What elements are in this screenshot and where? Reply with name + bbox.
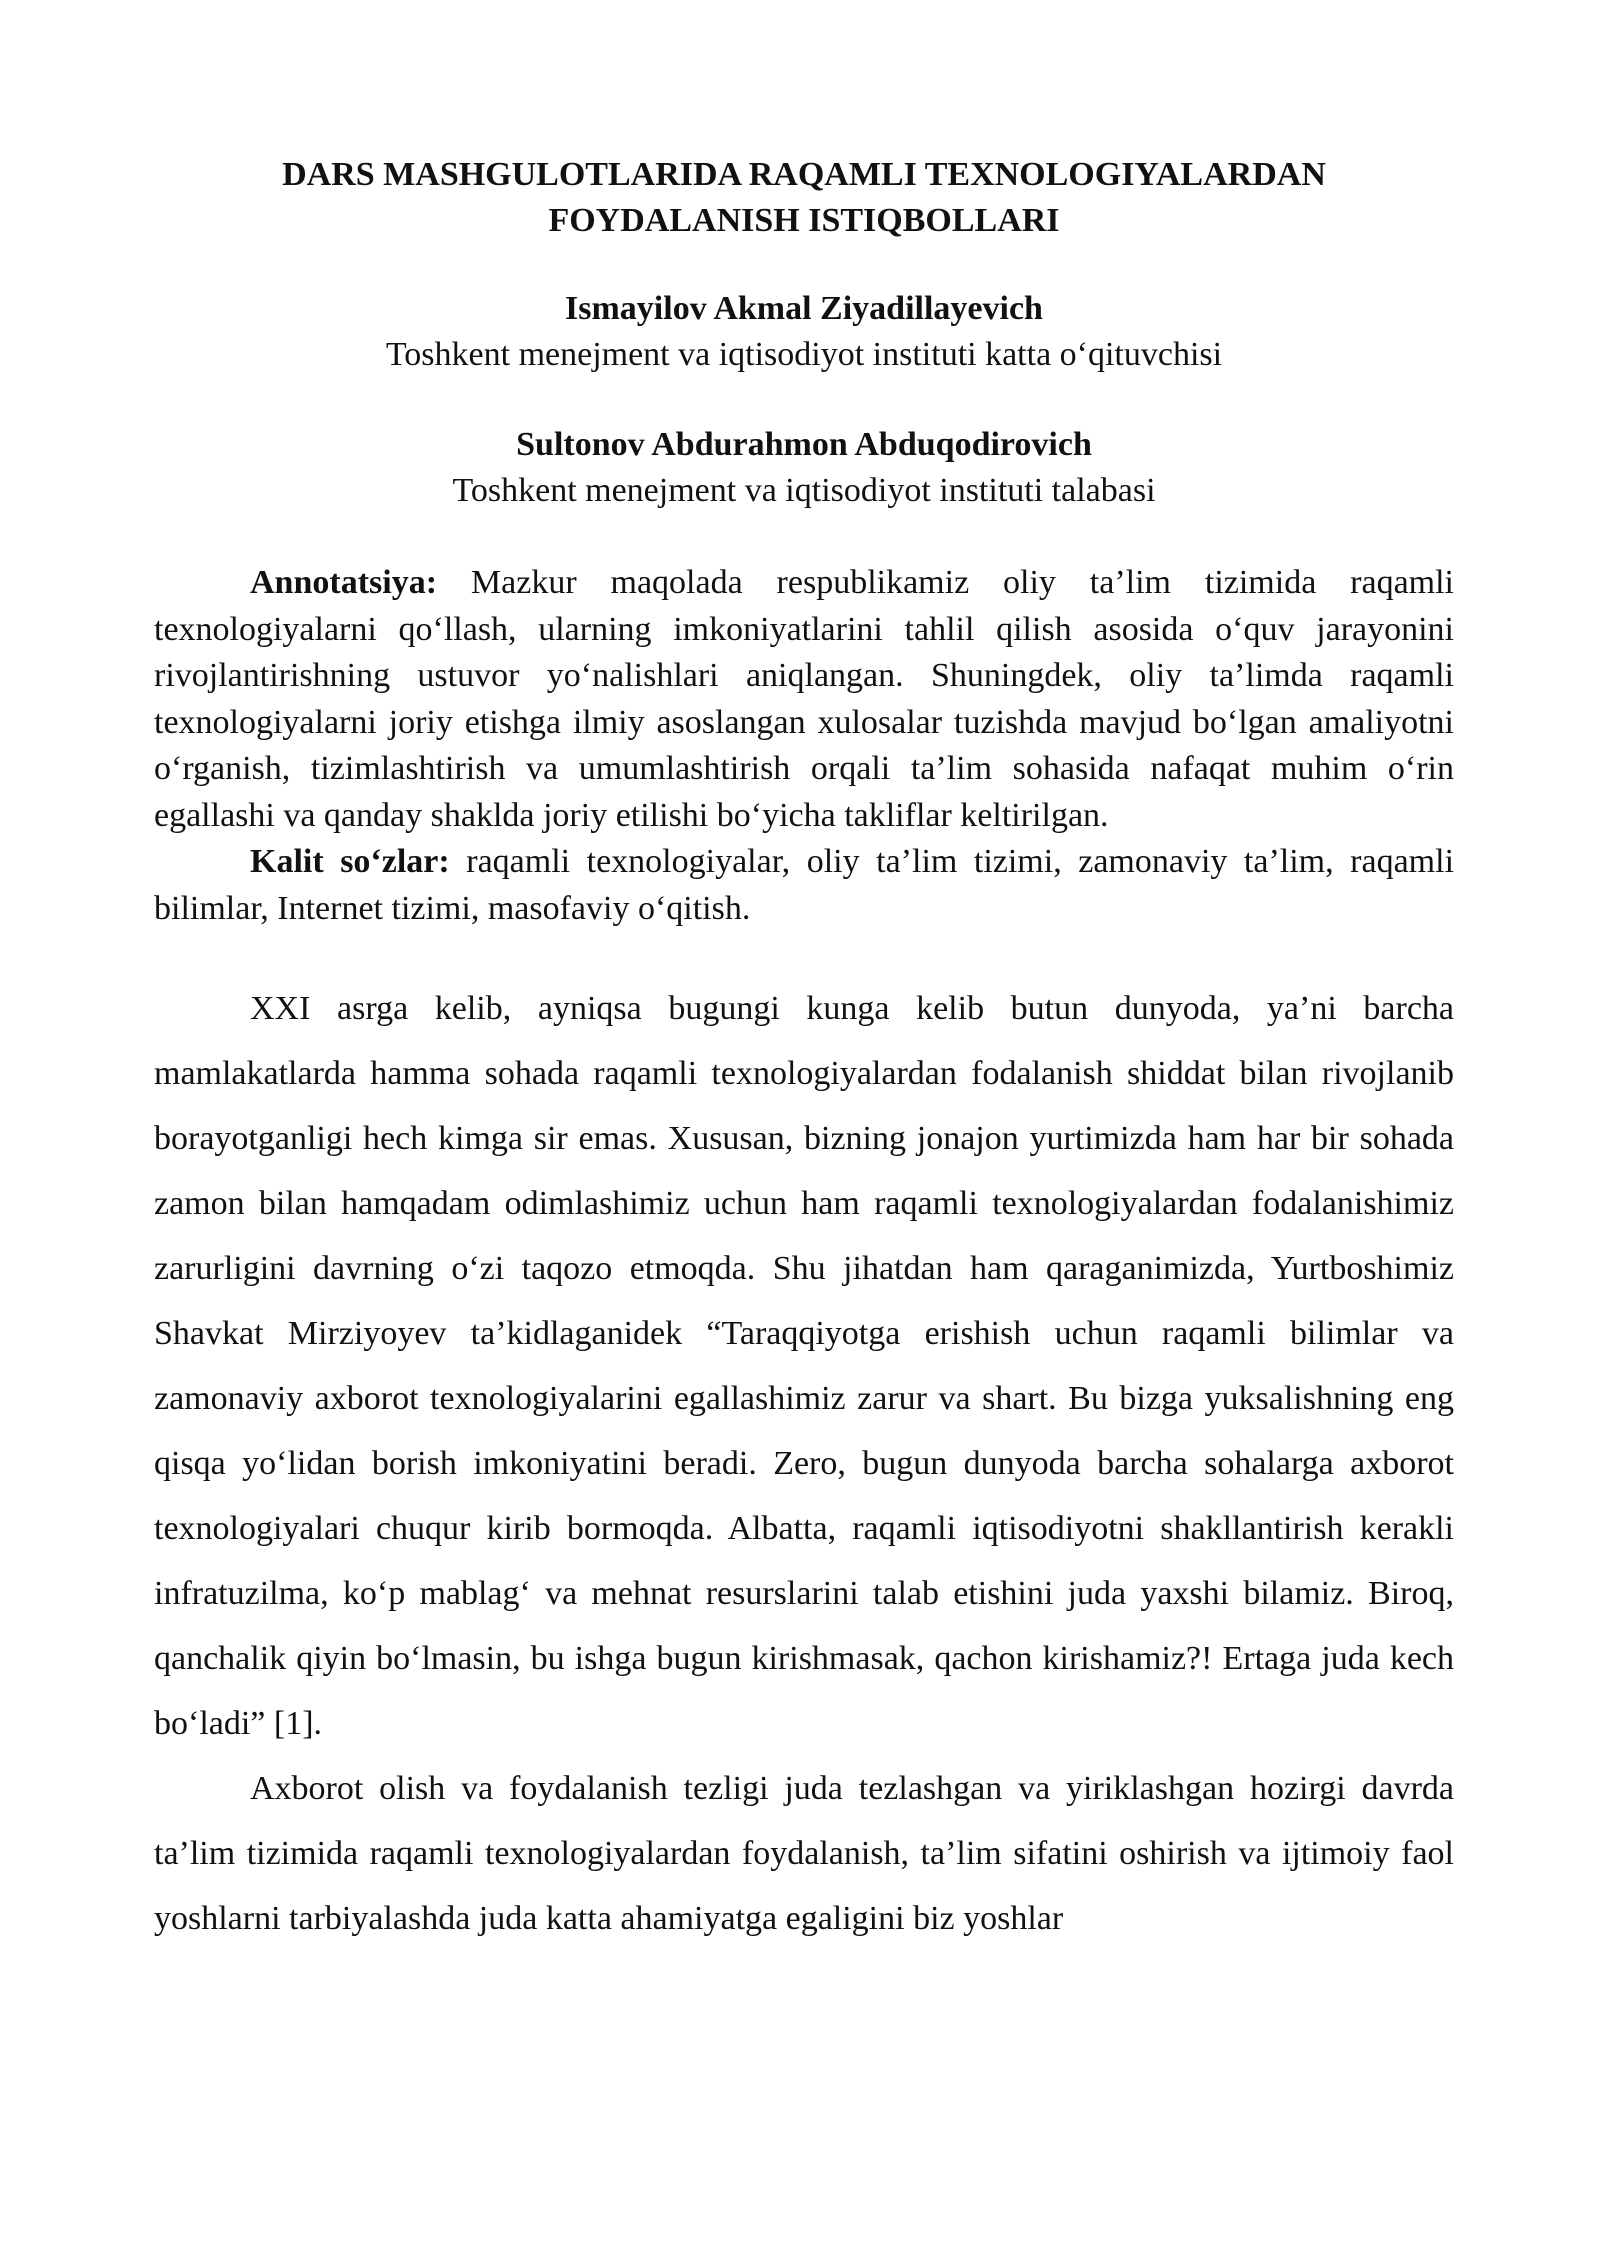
author-1 [154, 286, 1454, 378]
body-paragraph: Axborot olish va foydalanish tezligi juda tezlashgan va yiriklashgan hozirgi davrda ta’lim tizimida raqamli texnologiyalardan foydalanish, ta’lim sifatini oshirish va ijtimoiy faol yoshlarni tarbiyalashda juda katta ahamiyatga egaligini biz yoshlar [154, 1770, 1454, 1937]
body-paragraph: XXI asrga kelib, ayniqsa bugungi kunga kelib butun dunyoda, ya’ni barcha mamlakatlarda hamma sohada raqamli texnologiyalardan fodalanish shiddat bilan rivojlanib borayotganligi hech kimga sir emas. Xususan, bizning jonajon yurtimizda ham har bir sohada zamon bilan hamqadam odimlashimiz uchun ham raqamli texnologiyalardan fodalanishimiz zarurligini davrning o‘zi taqozo etmoqda. Shu jihatdan ham qaraganimizda, Yurtboshimiz Shavkat Mirziyoyev ta’kidlaganidek “Taraqqiyotga erishish uchun raqamli bilimlar va zamonaviy axborot texnologiyalarini egallashimiz zarur va shart. Bu bizga yuksalishning eng qisqa yo‘lidan borish imkoniyatini beradi. Zero, bugun dunyoda barcha sohalarga axborot texnologiyalari chuqur kirib bormoqda. Albatta, raqamli iqtisodiyotni shakllantirish kerakli infratuzilma, ko‘p mablag‘ va mehnat resurslarini talab etishini juda yaxshi bilamiz. Biroq, qanchalik qiyin bo‘lmasin, bu ishga bugun kirishmasak, qachon kirishamiz?! Ertaga juda kech bo‘ladi” [1]. [154, 990, 1454, 1742]
author-affiliation: Toshkent menejment va iqtisodiyot instituti talabasi [452, 472, 1156, 509]
abstract-paragraph [154, 560, 1454, 839]
abstract-section [154, 560, 1454, 932]
author-name: Sultonov Abdurahmon Abduqodirovich [516, 426, 1092, 463]
keywords-text: raqamli texnologiyalar, oliy ta’lim tizimi, zamonaviy ta’lim, raqamli bilimlar, Internet tizimi, masofaviy o‘qitish. [154, 843, 1455, 927]
article-title [154, 152, 1454, 244]
abstract-label: Annotatsiya: [250, 564, 438, 601]
keywords-label: Kalit so‘zlar: [250, 843, 450, 880]
document-page [154, 152, 1454, 1951]
title-line-1: DARS MASHGULOTLARIDA RAQAMLI TEXNOLOGIYALARDAN [282, 156, 1326, 193]
abstract-text: Mazkur maqolada respublikamiz oliy ta’lim tizimida raqamli texnologiyalarni qo‘llash, ularning imkoniyatlarini tahlil qilish asosida o‘quv jarayonini rivojlantirishning ustuvor yo‘nalishlari aniqlangan. Shuningdek, oliy ta’limda raqamli texnologiyalarni joriy etishga ilmiy asoslangan xulosalar tuzishda mavjud bo‘lgan amaliyotni o‘rganish, tizimlashtirish va umumlashtirish orqali ta’lim sohasida nafaqat muhim o‘rin egallashi va qanday shaklda joriy etilishi bo‘yicha takliflar keltirilgan. [154, 564, 1455, 834]
author-2 [154, 422, 1454, 514]
author-affiliation: Toshkent menejment va iqtisodiyot instituti katta o‘qituvchisi [385, 336, 1223, 373]
title-line-2: FOYDALANISH ISTIQBOLLARI [548, 202, 1060, 239]
body-section [154, 976, 1454, 1951]
keywords-paragraph [154, 839, 1454, 932]
author-name: Ismayilov Akmal Ziyadillayevich [565, 290, 1043, 327]
